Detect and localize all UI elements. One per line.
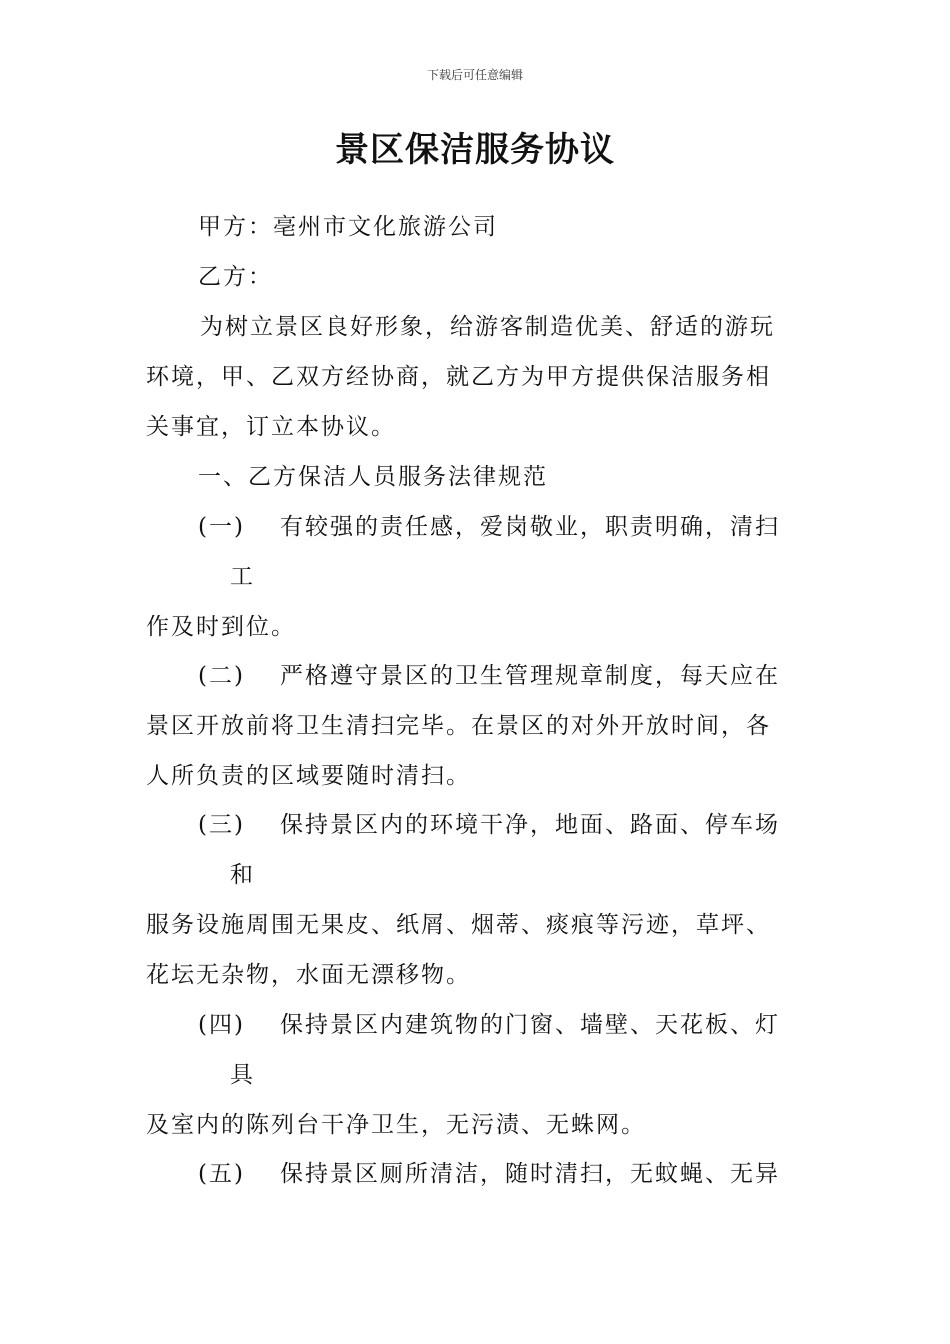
item-4-first-line — [198, 1010, 780, 1040]
item-3-text: 保持景区内的环境干净，地面、路面、停车场 — [280, 812, 780, 838]
item-1-text: 有较强的责任感，爱岗敬业，职责明确，清扫 — [280, 514, 780, 540]
intro-line-3: 关事宜，订立本协议。 — [146, 414, 396, 440]
item-4-number: (四) — [198, 1012, 245, 1038]
item-4-line-3: 及室内的陈列台干净卫生，无污渍、无蛛网。 — [146, 1112, 646, 1138]
item-4-text: 保持景区内建筑物的门窗、墙壁、天花板、灯 — [280, 1012, 780, 1038]
item-3-line-4: 花坛无杂物，水面无漂移物。 — [146, 962, 471, 988]
item-5-first-line — [198, 1159, 780, 1189]
item-5-number: (五) — [198, 1161, 245, 1187]
item-2-line-2: 景区开放前将卫生清扫完毕。在景区的对外开放时间，各 — [146, 713, 771, 739]
section-1-heading: 一、乙方保洁人员服务法律规范 — [198, 464, 548, 490]
item-1-line-2: 工 — [230, 564, 255, 590]
document-title: 景区保洁服务协议 — [335, 130, 615, 170]
item-2-first-line — [198, 661, 780, 691]
header-note: 下载后可任意编辑 — [426, 68, 523, 82]
party-a-line: 甲方：亳州市文化旅游公司 — [198, 214, 498, 240]
item-2-line-3: 人所负责的区域要随时清扫。 — [146, 763, 471, 789]
item-2-number: (二) — [198, 663, 245, 689]
item-3-line-3: 服务设施周围无果皮、纸屑、烟蒂、痰痕等污迹，草坪、 — [146, 912, 771, 938]
party-b-line: 乙方： — [198, 264, 273, 290]
item-4-line-2: 具 — [230, 1062, 255, 1088]
item-3-line-2: 和 — [230, 862, 255, 888]
item-2-text: 严格遵守景区的卫生管理规章制度，每天应在 — [280, 663, 780, 689]
item-3-number: (三) — [198, 812, 245, 838]
item-3-first-line — [198, 810, 780, 840]
item-1-line-3: 作及时到位。 — [146, 614, 296, 640]
item-5-text: 保持景区厕所清洁，随时清扫，无蚊蝇、无异 — [280, 1161, 780, 1187]
item-1-number: (一) — [198, 514, 245, 540]
intro-line-1: 为树立景区良好形象，给游客制造优美、舒适的游玩 — [200, 314, 775, 340]
item-1-first-line — [198, 512, 780, 542]
intro-line-2: 环境，甲、乙双方经协商，就乙方为甲方提供保洁服务相 — [146, 364, 771, 390]
